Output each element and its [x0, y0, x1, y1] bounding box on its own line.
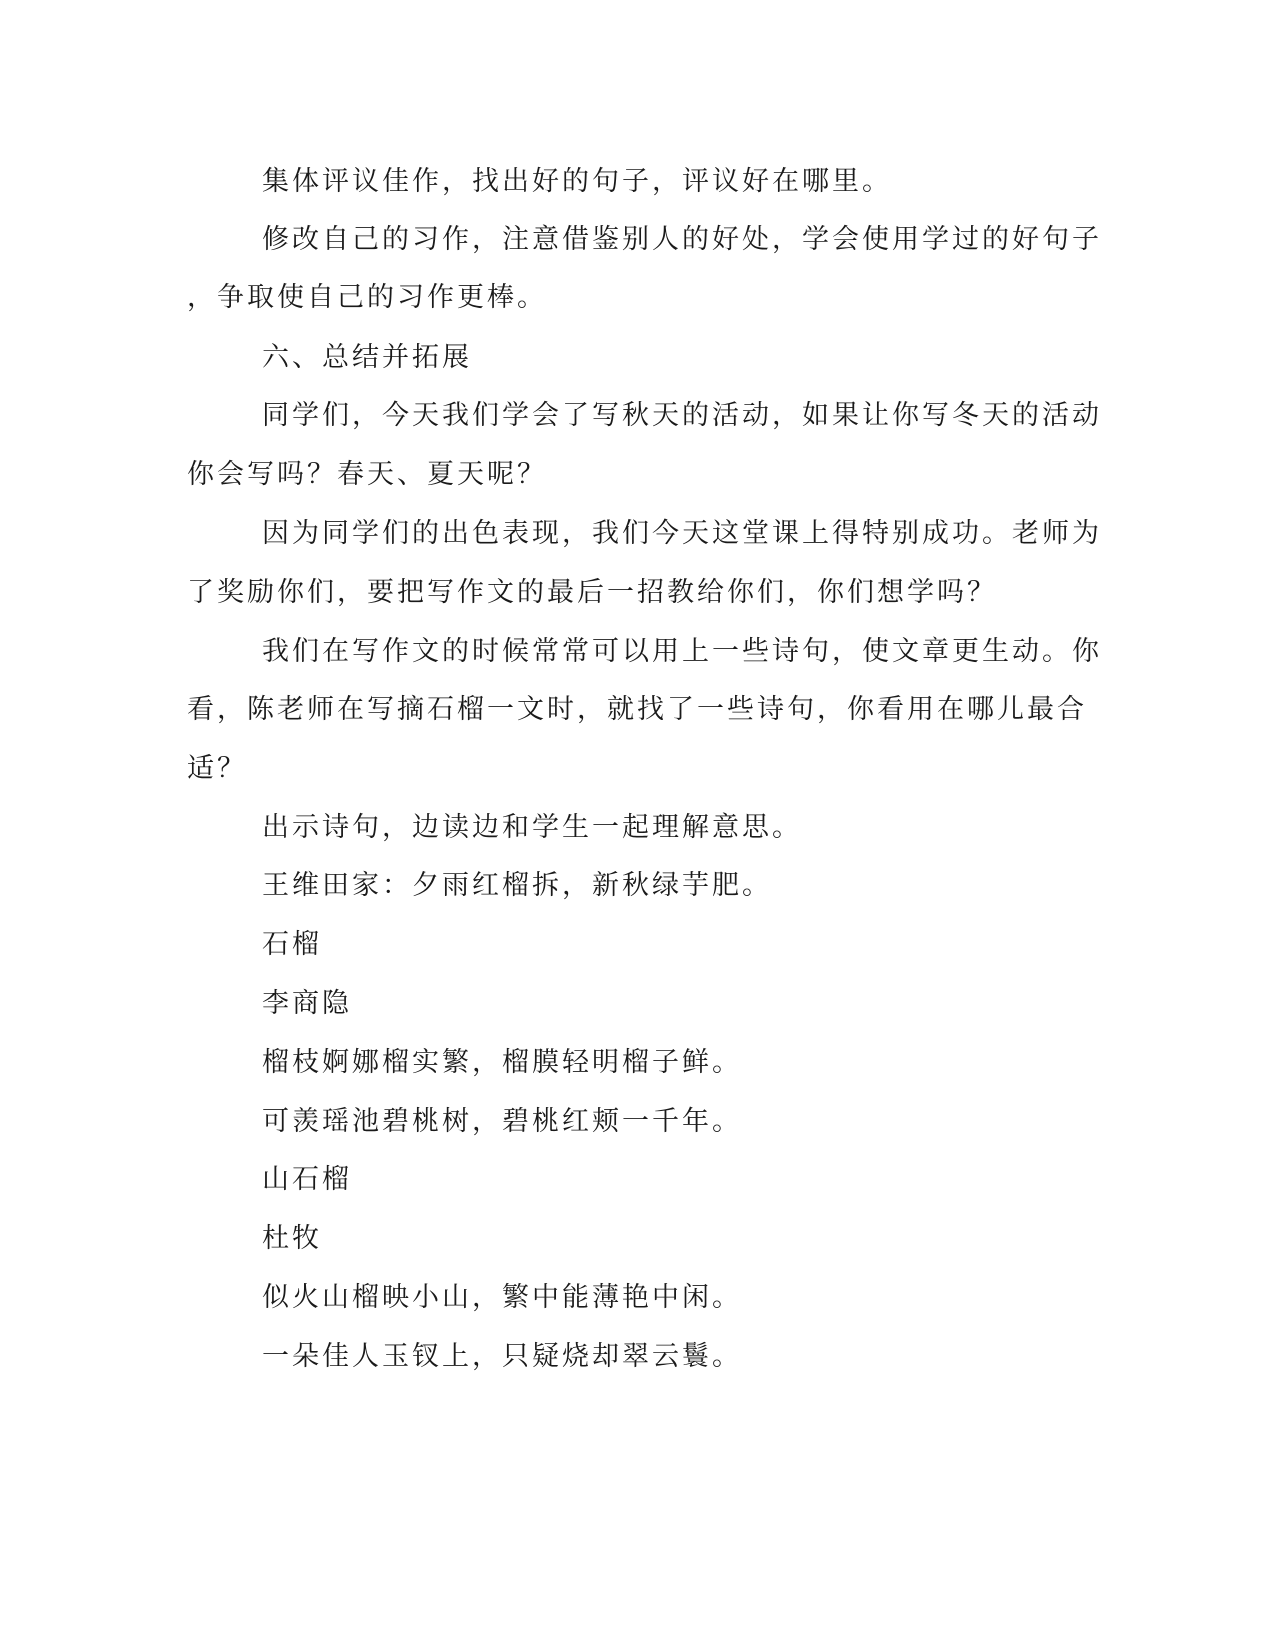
paragraph-line-7: 因为同学们的出色表现，我们今天这堂课上得特别成功。老师为 [262, 518, 1102, 549]
poem-line-4: 一朵佳人玉钗上，只疑烧却翠云鬟。 [262, 1341, 742, 1372]
section-heading: 六、总结并拓展 [262, 342, 472, 373]
poem-author-dumu: 杜牧 [262, 1223, 322, 1254]
paragraph-line-11: 适？ [187, 753, 247, 784]
paragraph-line-8: 了奖励你们，要把写作文的最后一招教给你们，你们想学吗？ [187, 577, 997, 608]
paragraph-line-10: 看，陈老师在写摘石榴一文时，就找了一些诗句，你看用在哪儿最合 [187, 694, 1087, 725]
paragraph-line-6: 你会写吗？春天、夏天呢？ [187, 459, 547, 490]
paragraph-line-9: 我们在写作文的时候常常可以用上一些诗句，使文章更生动。你 [262, 636, 1102, 667]
poem-line-1: 榴枝婀娜榴实繁，榴膜轻明榴子鲜。 [262, 1047, 742, 1078]
paragraph-line-5: 同学们，今天我们学会了写秋天的活动，如果让你写冬天的活动 [262, 400, 1102, 431]
poem-line-wangwei: 王维田家：夕雨红榴拆，新秋绿芋肥。 [262, 870, 772, 901]
paragraph-line-3: ，争取使自己的习作更棒。 [187, 282, 547, 313]
poem-title-shanshiliu: 山石榴 [262, 1164, 352, 1195]
paragraph-line-2: 修改自己的习作，注意借鉴别人的好处，学会使用学过的好句子 [262, 224, 1102, 255]
poem-author-lishangyin: 李商隐 [262, 988, 352, 1019]
poem-line-2: 可羡瑶池碧桃树，碧桃红颊一千年。 [262, 1106, 742, 1137]
paragraph-line-12: 出示诗句，边读边和学生一起理解意思。 [262, 812, 802, 843]
poem-title-shiliu: 石榴 [262, 929, 322, 960]
paragraph-line-1: 集体评议佳作，找出好的句子，评议好在哪里。 [262, 166, 892, 197]
poem-line-3: 似火山榴映小山，繁中能薄艳中闲。 [262, 1282, 742, 1313]
